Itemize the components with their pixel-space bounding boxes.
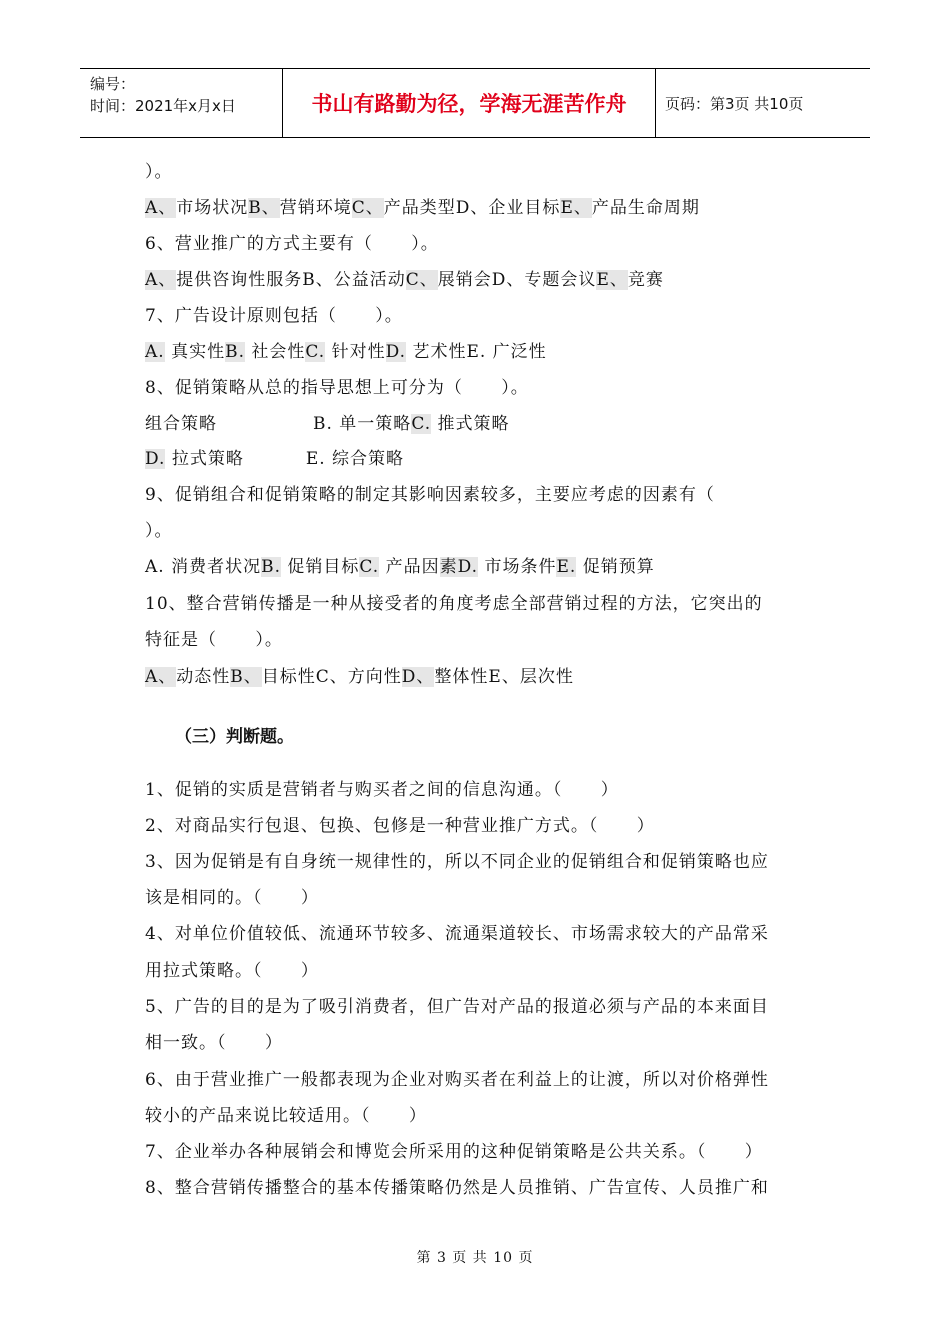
judgement-line: 6、由于营业推广一般都表现为企业对购买者在利益上的让渡，所以对价格弹性 xyxy=(145,1070,769,1090)
judgement-line: 7、企业举办各种展销会和博览会所采用的这种促销策略是公共关系。（ ） xyxy=(145,1142,763,1162)
options-line: D. 拉式策略 E. 综合策略 xyxy=(145,449,405,469)
judgement-line: 2、对商品实行包退、包换、包修是一种营业推广方式。（ ） xyxy=(145,816,655,836)
text-line: ）。 xyxy=(145,162,173,182)
document-number-label: 编号： xyxy=(90,75,136,93)
header-motto: 书山有路勤为径，学海无涯苦作舟 xyxy=(283,69,656,137)
question-line: 6、营业推广的方式主要有（ ）。 xyxy=(145,234,439,254)
judgement-line: 4、对单位价值较低、流通环节较多、流通渠道较长、市场需求较大的产品常采 xyxy=(145,924,769,944)
judgement-line: 相一致。（ ） xyxy=(145,1033,283,1053)
judgement-line: 较小的产品来说比较适用。（ ） xyxy=(145,1106,427,1126)
section-heading: （三）判断题。 xyxy=(175,727,294,747)
judgement-line: 5、广告的目的是为了吸引消费者，但广告对产品的报道必须与产品的本来面目 xyxy=(145,997,769,1017)
text-line: ）。 xyxy=(145,521,173,541)
question-line: 7、广告设计原则包括（ ）。 xyxy=(145,306,403,326)
options-line: A、市场状况B、营销环境C、产品类型D、企业目标E、产品生命周期 xyxy=(145,198,700,218)
page-header xyxy=(80,68,870,138)
judgement-line: 用拉式策略。（ ） xyxy=(145,961,319,981)
options-line: 组合策略 B. 单一策略C. 推式策略 xyxy=(145,414,510,434)
judgement-line: 8、整合营销传播整合的基本传播策略仍然是人员推销、广告宣传、人员推广和 xyxy=(145,1178,769,1198)
question-line: 9、促销组合和促销策略的制定其影响因素较多，主要应考虑的因素有（ xyxy=(145,485,715,505)
question-line: 10、整合营销传播是一种从接受者的角度考虑全部营销过程的方法，它突出的 xyxy=(145,594,763,614)
text-line: 特征是（ ）。 xyxy=(145,630,283,650)
judgement-line: 3、因为促销是有自身统一规律性的，所以不同企业的促销组合和促销策略也应 xyxy=(145,852,769,872)
options-line: A. 消费者状况B. 促销目标C. 产品因素D. 市场条件E. 促销预算 xyxy=(145,557,655,577)
page-footer: 第 3 页 共 10 页 xyxy=(416,1250,534,1266)
header-page-info: 页码：第3页 共10页 xyxy=(665,95,804,113)
judgement-line: 1、促销的实质是营销者与购买者之间的信息沟通。（ ） xyxy=(145,780,619,800)
question-line: 8、促销策略从总的指导思想上可分为（ ）。 xyxy=(145,378,529,398)
options-line: A、动态性B、目标性C、方向性D、整体性E、层次性 xyxy=(145,667,574,687)
judgement-line: 该是相同的。（ ） xyxy=(145,888,319,908)
document-date: 时间：2021年x月x日 xyxy=(90,97,236,115)
options-line: A. 真实性B. 社会性C. 针对性D. 艺术性E. 广泛性 xyxy=(145,342,547,362)
header-meta xyxy=(80,69,283,137)
options-line: A、提供咨询性服务B、公益活动C、展销会D、专题会议E、竞赛 xyxy=(145,270,664,290)
